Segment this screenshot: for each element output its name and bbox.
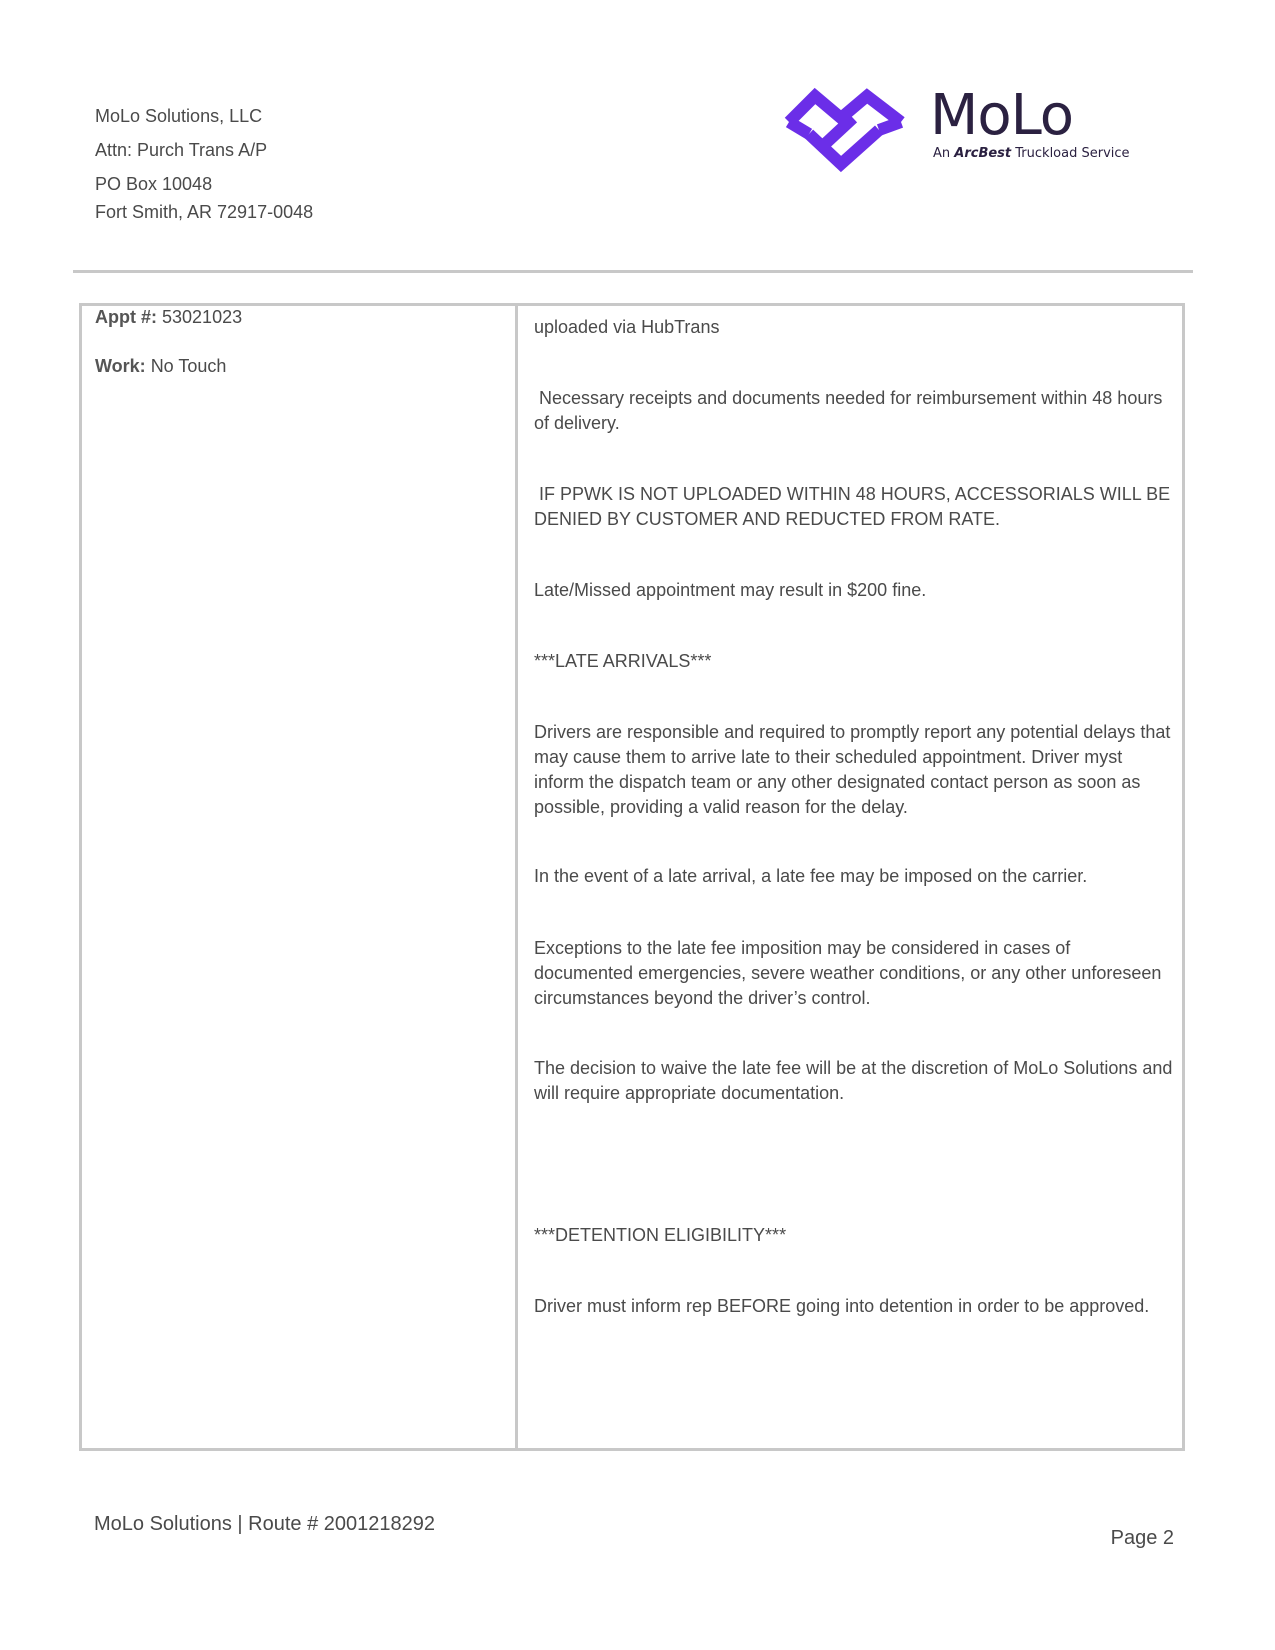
tagline-brand: ArcBest — [954, 146, 1012, 161]
appt-value: 53021023 — [162, 307, 243, 327]
note-receipts: Necessary receipts and documents needed for reimbursement within 48 hours of delivery. — [534, 388, 1168, 433]
molo-wordmark: MoLo — [930, 83, 1074, 148]
appt-field — [95, 307, 242, 328]
work-label: Work: — [95, 356, 146, 376]
note-waiver: The decision to waive the late fee will be at the discretion of MoLo Solutions and will require appropriate documentation. — [534, 1058, 1173, 1103]
note-late-arrivals-heading: ***LATE ARRIVALS*** — [534, 651, 712, 671]
address-po-box: PO Box 10048 — [95, 174, 213, 194]
tagline-prefix: An — [933, 146, 951, 161]
work-field — [95, 356, 226, 377]
note-late-fee: In the event of a late arrival, a late fee may be imposed on the carrier. — [534, 866, 1088, 886]
molo-chevron-logo-icon — [775, 84, 913, 176]
note-upload: uploaded via HubTrans — [534, 317, 720, 337]
work-value: No Touch — [150, 356, 227, 376]
stop-details-table — [79, 303, 1185, 1451]
header-divider — [73, 270, 1193, 273]
note-driver-responsibility: Drivers are responsible and required to promptly report any potential delays that may cause them to arrive late to their scheduled appointment. Driver myst inform the dispatch team or any other designated contact person as soon as possible, providing a valid reason for the delay. — [534, 722, 1171, 817]
page-number: Page 2 — [1110, 1527, 1174, 1549]
notes-column — [518, 306, 1182, 1448]
appt-label: Appt #: — [95, 307, 157, 327]
details-column — [82, 306, 518, 1448]
logo-tagline — [933, 146, 1130, 161]
footer-route: MoLo Solutions | Route # 2001218292 — [94, 1513, 436, 1535]
note-detention-heading: ***DETENTION ELIGIBILITY*** — [534, 1225, 787, 1245]
tagline-suffix: Truckload Service — [1015, 146, 1130, 161]
note-exceptions: Exceptions to the late fee imposition may be considered in cases of documented emergencies, severe weather conditions, or any other unforeseen circumstances beyond the driver’s control. — [534, 938, 1162, 1008]
note-late-fine: Late/Missed appointment may result in $200 fine. — [534, 580, 927, 600]
note-detention-rule: Driver must inform rep BEFORE going into detention in order to be approved. — [534, 1296, 1150, 1316]
molo-logo — [775, 84, 1155, 176]
address-company: MoLo Solutions, LLC — [95, 106, 263, 126]
address-city-state-zip: Fort Smith, AR 72917-0048 — [95, 202, 314, 222]
address-attn: Attn: Purch Trans A/P — [95, 140, 268, 160]
note-ppwk-warning: IF PPWK IS NOT UPLOADED WITHIN 48 HOURS, ACCESSORIALS WILL BE DENIED BY CUSTOMER AND REDUCTED FROM RATE. — [534, 484, 1176, 529]
